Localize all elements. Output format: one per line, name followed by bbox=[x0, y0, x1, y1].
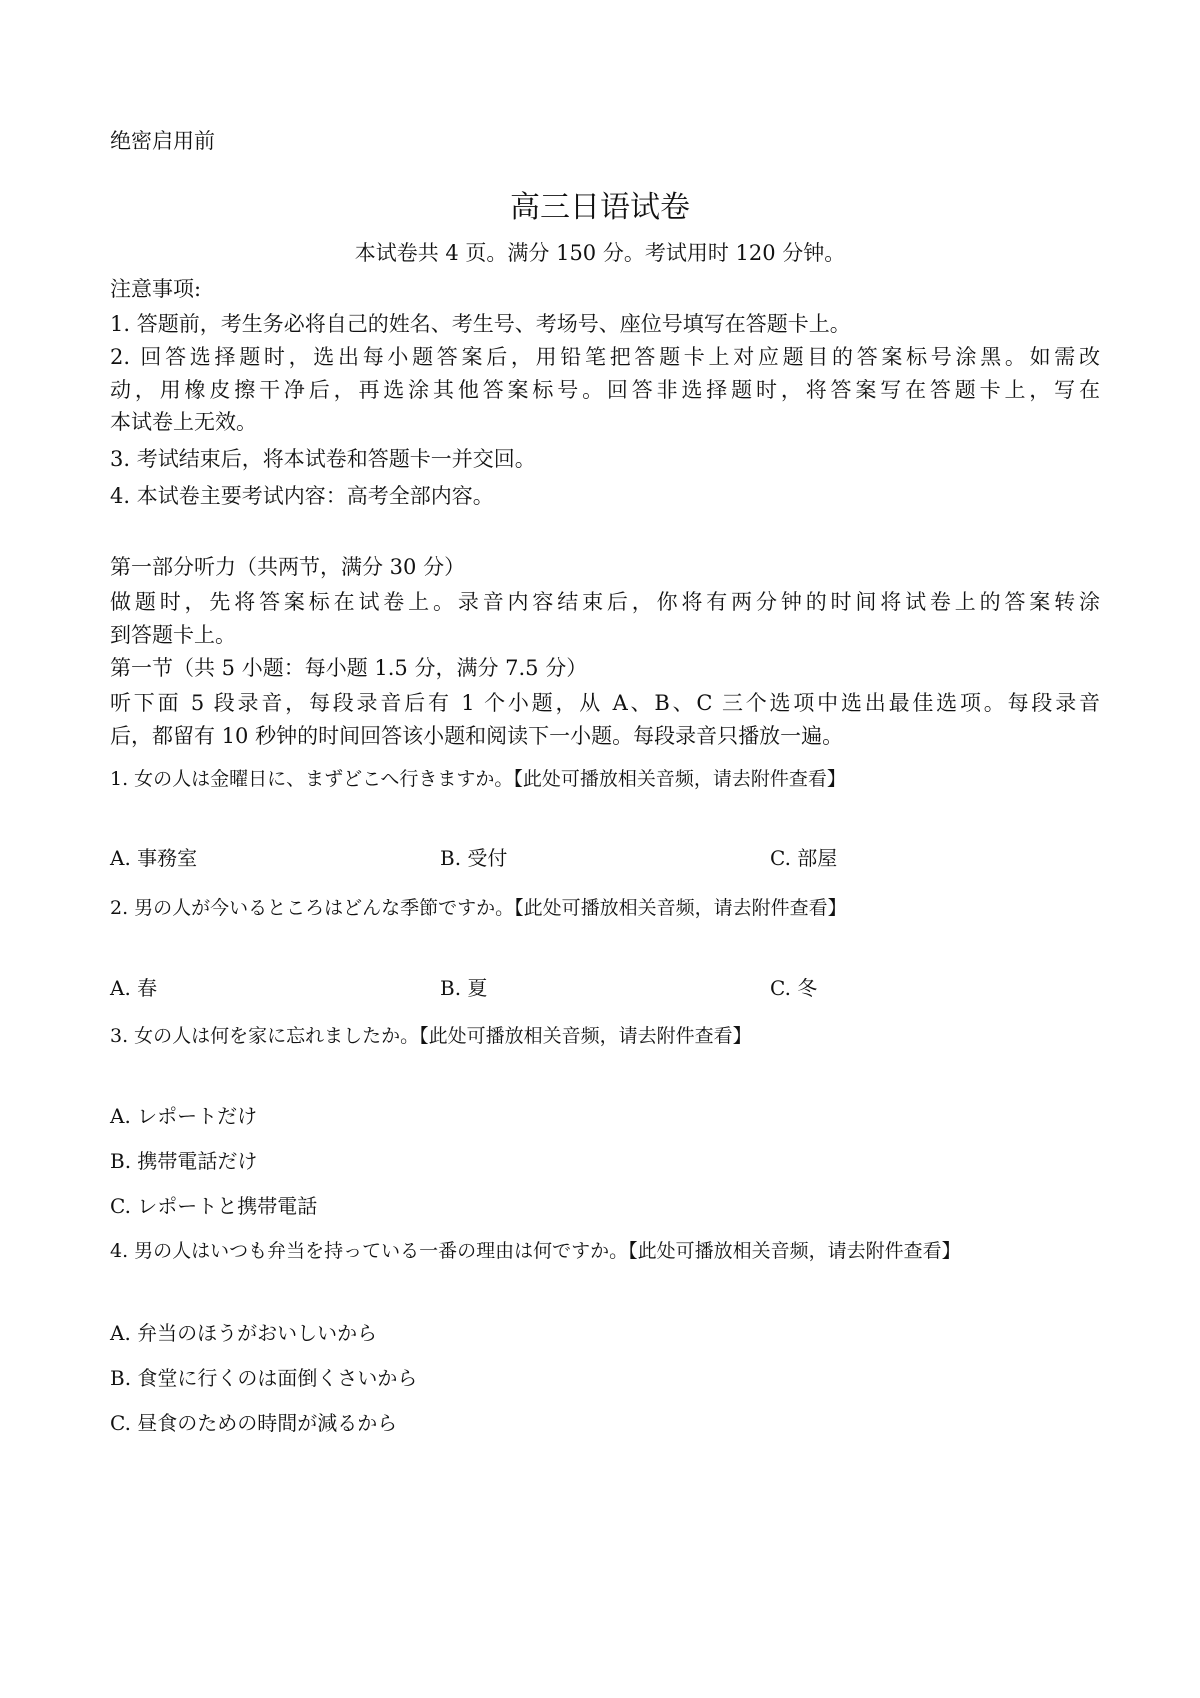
confidential-label: 绝密启用前 bbox=[110, 129, 215, 153]
question-2-option-a: A. 春 bbox=[110, 976, 158, 1000]
notes-heading: 注意事项: bbox=[110, 277, 202, 301]
question-4: 4. 男の人はいつも弁当を持っている一番の理由は何ですか。【此处可播放相关音频，请去附件查看】 bbox=[110, 1240, 961, 1262]
question-4-option-b: B. 食堂に行くのは面倒くさいから bbox=[110, 1366, 418, 1390]
question-3-option-a: A. レポートだけ bbox=[110, 1104, 258, 1128]
question-1-option-a: A. 事務室 bbox=[110, 846, 198, 870]
section1-instruction-line-1: 听下面 5 段录音，每段录音后有 1 个小题，从 A、B、C 三个选项中选出最佳选项。每段录音 bbox=[110, 691, 1100, 715]
question-1-option-c: C. 部屋 bbox=[770, 846, 838, 870]
question-4-option-a: A. 弁当のほうがおいしいから bbox=[110, 1321, 378, 1345]
question-3: 3. 女の人は何を家に忘れましたか。【此处可播放相关音频，请去附件查看】 bbox=[110, 1025, 752, 1047]
question-1: 1. 女の人は金曜日に、まずどこへ行きますか。【此处可播放相关音频，请去附件查看】 bbox=[110, 768, 846, 790]
question-1-option-b: B. 受付 bbox=[440, 846, 508, 870]
section1-instruction-line-2: 后，都留有 10 秒钟的时间回答该小题和阅读下一小题。每段录音只播放一遍。 bbox=[110, 724, 844, 748]
part1-heading: 第一部分听力（共两节，满分 30 分） bbox=[110, 555, 466, 579]
question-4-option-c: C. 昼食のための時間が減るから bbox=[110, 1411, 398, 1435]
question-3-option-b: B. 携帯電話だけ bbox=[110, 1149, 258, 1173]
question-3-option-c: C. レポートと携帯電話 bbox=[110, 1194, 318, 1218]
question-2: 2. 男の人が今いるところはどんな季節ですか。【此处可播放相关音频，请去附件查看】 bbox=[110, 897, 847, 919]
note-1: 1. 答题前，考生务必将自己的姓名、考生号、考场号、座位号填写在答题卡上。 bbox=[110, 312, 851, 336]
note-3: 3. 考试结束后，将本试卷和答题卡一并交回。 bbox=[110, 447, 536, 471]
note-2-line-1: 2. 回答选择题时，选出每小题答案后，用铅笔把答题卡上对应题目的答案标号涂黑。如需改 bbox=[110, 345, 1100, 369]
question-2-option-c: C. 冬 bbox=[770, 976, 818, 1000]
part1-instruction-line-1: 做题时，先将答案标在试卷上。录音内容结束后，你将有两分钟的时间将试卷上的答案转涂 bbox=[110, 590, 1100, 614]
note-4: 4. 本试卷主要考试内容：高考全部内容。 bbox=[110, 484, 494, 508]
question-2-option-b: B. 夏 bbox=[440, 976, 488, 1000]
page-title: 高三日语试卷 bbox=[510, 190, 690, 225]
note-2-line-3: 本试卷上无效。 bbox=[110, 410, 257, 434]
part1-instruction-line-2: 到答题卡上。 bbox=[110, 623, 236, 647]
section1-heading: 第一节（共 5 小题：每小题 1.5 分，满分 7.5 分） bbox=[110, 656, 588, 680]
exam-subtitle: 本试卷共 4 页。满分 150 分。考试用时 120 分钟。 bbox=[354, 241, 846, 265]
note-2-line-2: 动，用橡皮擦干净后，再选涂其他答案标号。回答非选择题时，将答案写在答题卡上，写在 bbox=[110, 378, 1100, 402]
